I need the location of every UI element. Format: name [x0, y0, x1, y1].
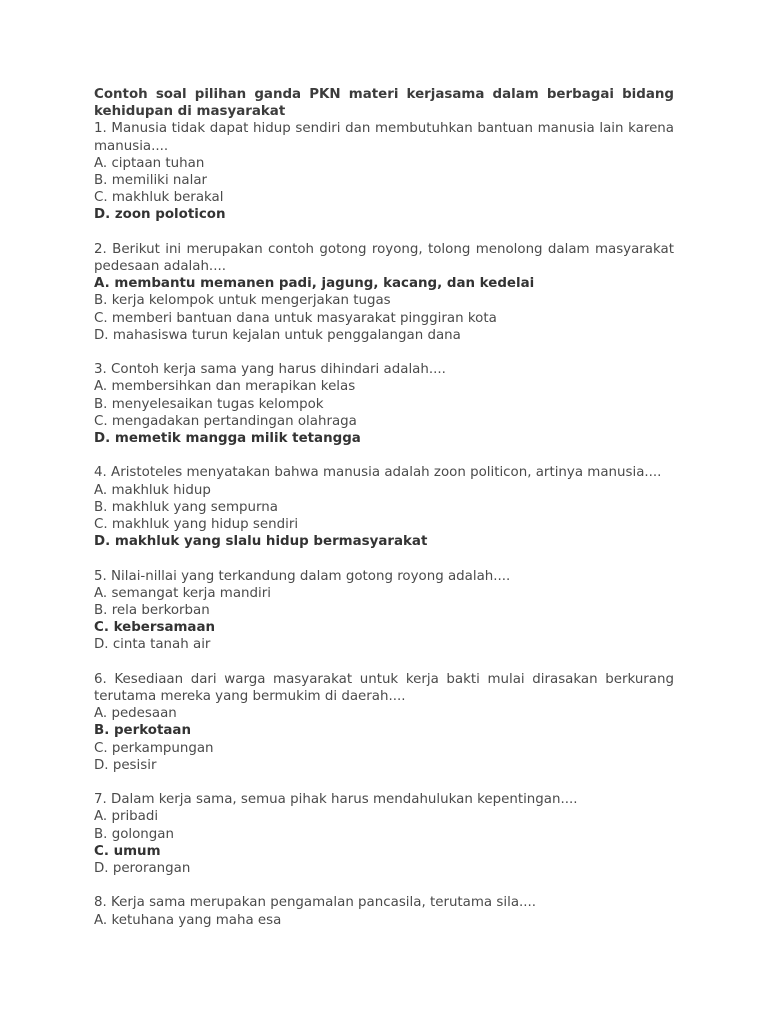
- answer-option-correct: C. kebersamaan: [94, 620, 216, 636]
- document-page: [94, 86, 674, 929]
- answer-option: D. pesisir: [94, 757, 157, 773]
- question-7: [94, 791, 674, 877]
- answer-option: B. kerja kelompok untuk mengerjakan tugas: [94, 293, 391, 309]
- question-stem: 3. Contoh kerja sama yang harus dihindari adalah....: [94, 362, 446, 378]
- answer-option: B. makhluk yang sempurna: [94, 499, 278, 515]
- answer-option: B. rela berkorban: [94, 603, 210, 619]
- document-title: Contoh soal pilihan ganda PKN materi kerjasama dalam berbagai bidang kehidupan di masyarakat: [94, 87, 674, 120]
- question-6: [94, 671, 674, 774]
- question-list: [94, 120, 674, 928]
- answer-option: C. makhluk yang hidup sendiri: [94, 517, 299, 533]
- answer-option: C. memberi bantuan dana untuk masyarakat pinggiran kota: [94, 310, 497, 326]
- answer-option: B. golongan: [94, 826, 174, 842]
- question-stem: 1. Manusia tidak dapat hidup sendiri dan membutuhkan bantuan manusia lain karena manusia....: [94, 121, 674, 154]
- question-stem: 8. Kerja sama merupakan pengamalan pancasila, terutama sila....: [94, 895, 537, 911]
- question-stem: 2. Berikut ini merupakan contoh gotong royong, tolong menolong dalam masyarakat pedesaan adalah....: [94, 241, 674, 275]
- answer-option-correct: A. membantu memanen padi, jagung, kacang, dan kedelai: [94, 276, 535, 292]
- answer-option: A. semangat kerja mandiri: [94, 585, 271, 601]
- answer-option: A. ketuhana yang maha esa: [94, 912, 282, 928]
- question-stem: 6. Kesediaan dari warga masyarakat untuk kerja bakti mulai dirasakan berkurang terutama mereka yang bermukim di daerah....: [94, 671, 674, 705]
- question-stem: 4. Aristoteles menyatakan bahwa manusia adalah zoon politicon, artinya manusia....: [94, 465, 662, 481]
- answer-option: C. mengadakan pertandingan olahraga: [94, 413, 357, 429]
- answer-option-correct: D. memetik mangga milik tetangga: [94, 431, 361, 447]
- answer-option: A. pedesaan: [94, 706, 177, 722]
- answer-option: B. menyelesaikan tugas kelompok: [94, 396, 324, 412]
- answer-option: A. makhluk hidup: [94, 482, 211, 498]
- answer-option: D. cinta tanah air: [94, 637, 211, 653]
- answer-option: A. ciptaan tuhan: [94, 155, 205, 171]
- answer-option-correct: B. perkotaan: [94, 723, 191, 739]
- answer-option-correct: C. umum: [94, 843, 161, 859]
- answer-option: D. perorangan: [94, 861, 191, 877]
- question-8: [94, 894, 674, 928]
- question-1: [94, 120, 674, 223]
- answer-option: C. perkampungan: [94, 740, 214, 756]
- answer-option: C. makhluk berakal: [94, 190, 224, 206]
- question-stem: 5. Nilai-nillai yang terkandung dalam gotong royong adalah....: [94, 568, 511, 584]
- answer-option-correct: D. zoon poloticon: [94, 207, 226, 223]
- answer-option: A. membersihkan dan merapikan kelas: [94, 379, 356, 395]
- answer-option-correct: D. makhluk yang slalu hidup bermasyarakat: [94, 534, 428, 550]
- question-stem: 7. Dalam kerja sama, semua pihak harus mendahulukan kepentingan....: [94, 792, 578, 808]
- question-5: [94, 568, 674, 654]
- question-3: [94, 361, 674, 447]
- question-4: [94, 464, 674, 550]
- question-2: [94, 241, 674, 344]
- answer-option: D. mahasiswa turun kejalan untuk penggalangan dana: [94, 327, 461, 343]
- answer-option: A. pribadi: [94, 809, 159, 825]
- answer-option: B. memiliki nalar: [94, 173, 208, 189]
